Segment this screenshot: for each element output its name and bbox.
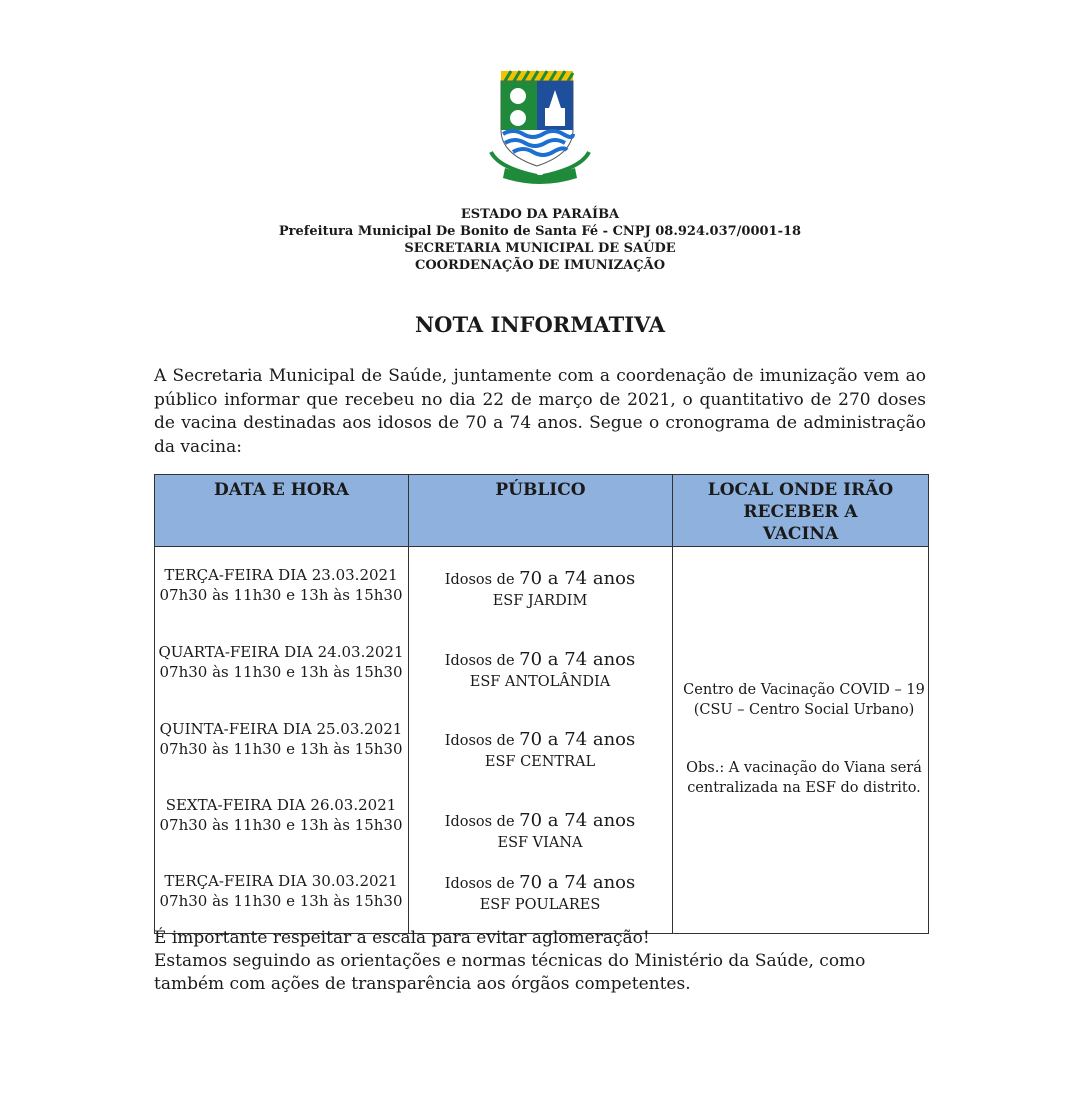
footer-line-1: É importante respeitar a escala para evitar aglomeração! <box>154 928 650 948</box>
header-public: PÚBLICO <box>409 475 673 547</box>
schedule-date-item: QUINTA-FEIRA DIA 25.03.2021 07h30 às 11h30 e 13h às 15h30 <box>159 720 403 758</box>
schedule-public-item: Idosos de 70 a 74 anos ESF CENTRAL <box>444 729 636 770</box>
document-header <box>0 206 1080 274</box>
date-column <box>155 547 409 934</box>
state-name: ESTADO DA PARAÍBA <box>460 207 620 222</box>
table-body-row <box>155 547 929 934</box>
schedule-public-item: Idosos de 70 a 74 anos ESF ANTOLÂNDIA <box>444 649 636 690</box>
public-column <box>409 547 673 934</box>
schedule-public-item: Idosos de 70 a 74 anos ESF POULARES <box>444 872 636 913</box>
footer-line-2: Estamos seguindo as orientações e normas técnicas do Ministério da Saúde, como também com ações de transparência aos órgãos competentes. <box>154 951 866 994</box>
schedule-date-item: SEXTA-FEIRA DIA 26.03.2021 07h30 às 11h30 e 13h às 15h30 <box>159 796 403 834</box>
municipal-crest-logo <box>487 68 593 186</box>
schedule-date-item: QUARTA-FEIRA DIA 24.03.2021 07h30 às 11h30 e 13h às 15h30 <box>158 643 404 681</box>
schedule-public-item: Idosos de 70 a 74 anos ESF VIANA <box>444 810 636 851</box>
coordenacao-line: COORDENAÇÃO DE IMUNIZAÇÃO <box>414 258 666 273</box>
footer-notes <box>154 927 929 996</box>
schedule-date-item: TERÇA-FEIRA DIA 30.03.2021 07h30 às 11h30 e 13h às 15h30 <box>159 872 403 910</box>
location-column <box>673 547 929 934</box>
secretaria-line: SECRETARIA MUNICIPAL DE SAÚDE <box>404 241 676 256</box>
header-date-time: DATA E HORA <box>155 475 409 547</box>
vaccination-center: Centro de Vacinação COVID – 19 (CSU – Centro Social Urbano) <box>683 682 925 718</box>
header-location: LOCAL ONDE IRÃO RECEBER A VACINA <box>673 475 929 547</box>
prefeitura-line: Prefeitura Municipal De Bonito de Santa Fé - CNPJ 08.924.037/0001-18 <box>278 224 802 239</box>
table-header-row <box>155 475 929 547</box>
schedule-public-item: Idosos de 70 a 74 anos ESF JARDIM <box>444 568 636 609</box>
intro-paragraph: A Secretaria Municipal de Saúde, juntamente com a coordenação de imunização vem ao público informar que recebeu no dia 22 de março de 2021, o quantitativo de 270 doses de vacina destinadas aos idosos de 70 a 74 anos. Segue o cronograma de administração da vacina: <box>154 366 926 457</box>
vaccination-schedule-table <box>154 474 929 934</box>
location-note: Obs.: A vacinação do Viana será centralizada na ESF do distrito. <box>686 760 922 796</box>
schedule-date-item: TERÇA-FEIRA DIA 23.03.2021 07h30 às 11h30 e 13h às 15h30 <box>159 566 403 604</box>
document-title: NOTA INFORMATIVA <box>414 312 666 337</box>
